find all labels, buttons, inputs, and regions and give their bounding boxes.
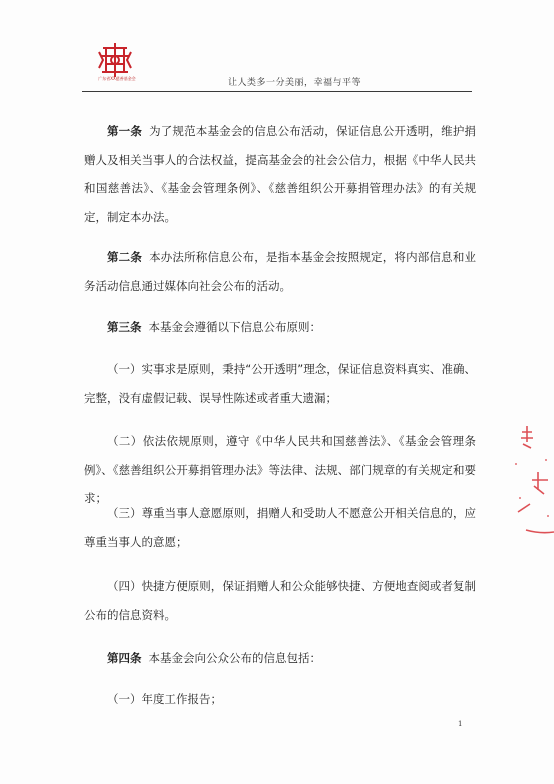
- article-2: [84, 243, 476, 300]
- article-text: 本基金会遵循以下信息公布原则：: [148, 320, 321, 334]
- article-heading: 第四条: [107, 651, 142, 665]
- principle-text: （三）尊重当事人意愿原则，捐赠人和受助人不愿意公开相关信息的，应尊重当事人的意愿；: [84, 506, 476, 549]
- principle-text: （四）快捷方便原则，保证捐赠人和公众能够快捷、方便地查阅或者复制公布的信息资料。: [84, 579, 476, 622]
- foundation-logo-icon: [95, 40, 135, 80]
- principle-3: [84, 499, 476, 556]
- article-heading: 第一条: [107, 124, 143, 138]
- principle-4: [84, 572, 476, 629]
- article-1: [84, 117, 476, 231]
- article-heading: 第三条: [107, 320, 142, 334]
- article-text: 本办法所称信息公布，是指本基金会按照规定，将内部信息和业务活动信息通过媒体向社会公布的活动。: [84, 250, 477, 293]
- header-divider: [82, 91, 472, 92]
- item-text: （一）年度工作报告；: [107, 692, 222, 706]
- item-1: [84, 685, 476, 714]
- page-number: 1: [458, 720, 463, 728]
- principle-text: （二）依法依规原则，遵守《中华人民共和国慈善法》、《基金会管理条例》、《慈善组织公开募捐管理办法》等法律、法规、部门规章的有关规定和要求；: [84, 434, 476, 505]
- header-motto: 让人类多一分美丽，幸福与平等: [228, 78, 362, 88]
- article-4: [84, 644, 476, 673]
- article-3: [84, 313, 476, 342]
- seal-stamp-icon: [508, 420, 554, 550]
- article-heading: 第二条: [107, 250, 143, 264]
- article-text: 本基金会向公众公布的信息包括：: [148, 651, 321, 665]
- principle-text: （一）实事求是原则，秉持“公开透明”理念，保证信息资料真实、准确、完整，没有虚假记载、误导性陈述或者重大遗漏；: [84, 362, 476, 405]
- principle-1: [84, 355, 476, 412]
- article-text: 为了规范本基金会的信息公布活动，保证信息公开透明，维护捐赠人及相关当事人的合法权益，提高基金会的社会公信力，根据《中华人民共和国慈善法》、《基金会管理条例》、《慈善组织公开募捐管理办法》的有关规定，制定本办法。: [84, 124, 477, 224]
- org-name: 广东省XX慈善基金会: [98, 76, 136, 81]
